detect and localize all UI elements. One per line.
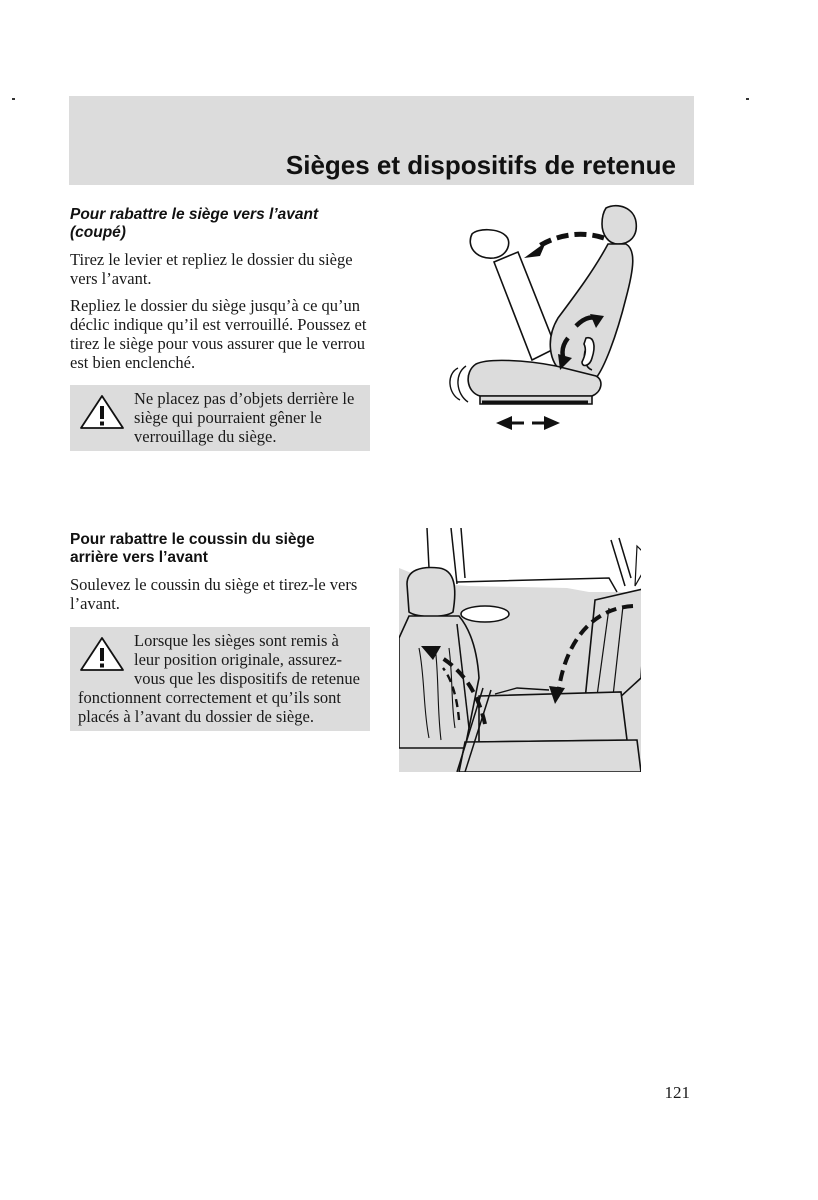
cupholder [461, 606, 509, 622]
section-fold-seat [70, 206, 370, 451]
warning-box [70, 385, 370, 451]
section-heading [70, 531, 370, 567]
page-number: 121 [664, 1083, 690, 1102]
heading-line: Pour rabattre le siège vers l’avant [70, 206, 319, 223]
paragraph: Soulevez le coussin du siège et tirez-le vers l’avant. [70, 575, 358, 613]
warning-text: Ne placez pas d’objets derrière le siège qui pourraient gêner le verrouillage du siège. [134, 389, 355, 446]
warning-triangle-icon [78, 393, 126, 431]
heading-line: Pour rabattre le coussin du siège [70, 531, 315, 548]
warning-text: Lorsque les sièges sont remis à leur position originale, assurez-vous que les dispositifs de retenue fonctionnent correctement et qu’ils sont placés à l’avant du dossier de siège. [78, 631, 360, 726]
heading-line: arrière vers l’avant [70, 549, 208, 566]
warning-box [70, 627, 370, 731]
rear-cushion-illustration [399, 528, 641, 772]
paragraph: Tirez le levier et repliez le dossier du siège vers l’avant. [70, 250, 353, 288]
folded-backrest-outline [470, 230, 556, 360]
page-title: Sièges et dispositifs de retenue [285, 150, 676, 180]
header-band [69, 96, 694, 185]
warning-triangle-icon [78, 635, 126, 673]
heading-line: (coupé) [70, 224, 126, 241]
left-seatback [399, 616, 479, 748]
paragraph: Repliez le dossier du siège jusqu’à ce qu’un déclic indique qu’il est verrouillé. Poussez et tirez le siège pour vous assurer que le verrou est bien enclenché. [70, 296, 367, 372]
section-heading [70, 206, 370, 242]
cushion-base [459, 740, 641, 772]
seat-fold-illustration [436, 198, 658, 438]
slide-arrow [496, 416, 560, 430]
section-fold-cushion [70, 531, 370, 731]
rear-cushion [479, 692, 627, 742]
crop-mark-right [746, 98, 749, 100]
crop-mark-left [12, 98, 15, 100]
motion-lines [450, 366, 468, 402]
fold-arrow [524, 234, 604, 258]
headrest [407, 568, 455, 617]
